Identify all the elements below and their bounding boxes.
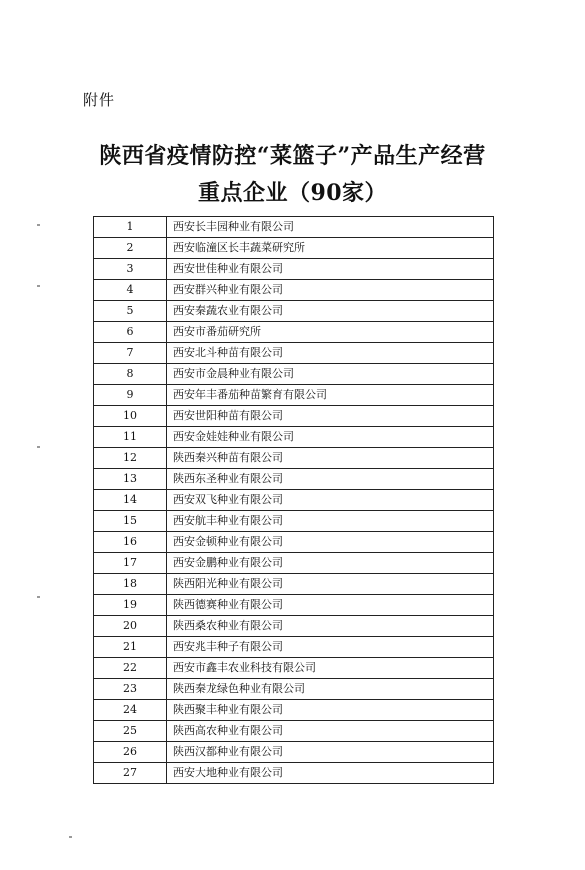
enterprise-name-cell: 西安年丰番茄种苗繁育有限公司 [167, 385, 494, 406]
row-number-cell: 22 [94, 658, 167, 679]
enterprise-name-cell: 西安北斗种苗有限公司 [167, 343, 494, 364]
enterprise-name-cell: 西安双飞种业有限公司 [167, 490, 494, 511]
row-number-cell: 18 [94, 574, 167, 595]
enterprise-name-cell: 西安金鹏种业有限公司 [167, 553, 494, 574]
table-row [94, 700, 494, 721]
enterprise-name-cell: 西安航丰种业有限公司 [167, 511, 494, 532]
row-number-cell: 16 [94, 532, 167, 553]
row-number-cell: 20 [94, 616, 167, 637]
row-number-cell: 6 [94, 322, 167, 343]
row-number-cell: 7 [94, 343, 167, 364]
table-row [94, 742, 494, 763]
table-row [94, 595, 494, 616]
table-row [94, 406, 494, 427]
enterprise-name-cell: 陕西东圣种业有限公司 [167, 469, 494, 490]
row-number-cell: 2 [94, 238, 167, 259]
table-row [94, 385, 494, 406]
scan-speck [37, 285, 40, 287]
attachment-label: 附件 [83, 91, 116, 109]
table-row [94, 658, 494, 679]
table-row [94, 427, 494, 448]
enterprise-table-body [94, 217, 494, 784]
table-row [94, 301, 494, 322]
row-number-cell: 1 [94, 217, 167, 238]
row-number-cell: 4 [94, 280, 167, 301]
row-number-cell: 17 [94, 553, 167, 574]
enterprise-name-cell: 西安世阳种苗有限公司 [167, 406, 494, 427]
table-row [94, 217, 494, 238]
table-row [94, 469, 494, 490]
table-row [94, 448, 494, 469]
table-row [94, 637, 494, 658]
row-number-cell: 3 [94, 259, 167, 280]
enterprise-name-cell: 西安长丰园种业有限公司 [167, 217, 494, 238]
enterprise-name-cell: 陕西汉都种业有限公司 [167, 742, 494, 763]
row-number-cell: 13 [94, 469, 167, 490]
table-row [94, 763, 494, 784]
row-number-cell: 11 [94, 427, 167, 448]
table-row [94, 280, 494, 301]
row-number-cell: 9 [94, 385, 167, 406]
enterprise-name-cell: 陕西高农种业有限公司 [167, 721, 494, 742]
enterprise-name-cell: 西安市鑫丰农业科技有限公司 [167, 658, 494, 679]
table-row [94, 511, 494, 532]
enterprise-table [93, 216, 494, 784]
enterprise-name-cell: 陕西阳光种业有限公司 [167, 574, 494, 595]
row-number-cell: 15 [94, 511, 167, 532]
enterprise-name-cell: 西安市金晨种业有限公司 [167, 364, 494, 385]
table-row [94, 259, 494, 280]
enterprise-name-cell: 西安临潼区长丰蔬菜研究所 [167, 238, 494, 259]
table-row [94, 238, 494, 259]
table-row [94, 322, 494, 343]
row-number-cell: 12 [94, 448, 167, 469]
table-row [94, 574, 494, 595]
enterprise-name-cell: 陕西德赛种业有限公司 [167, 595, 494, 616]
row-number-cell: 21 [94, 637, 167, 658]
scan-speck [37, 224, 40, 226]
table-row [94, 553, 494, 574]
table-row [94, 616, 494, 637]
enterprise-name-cell: 西安兆丰种子有限公司 [167, 637, 494, 658]
document-title-line-1: 陕西省疫情防控“菜篮子”产品生产经营 [99, 143, 486, 169]
document-title-line-2: 重点企业（90家） [197, 180, 388, 206]
enterprise-name-cell: 西安秦蔬农业有限公司 [167, 301, 494, 322]
enterprise-name-cell: 陕西秦龙绿色种业有限公司 [167, 679, 494, 700]
enterprise-name-cell: 西安市番茄研究所 [167, 322, 494, 343]
table-row [94, 532, 494, 553]
row-number-cell: 25 [94, 721, 167, 742]
table-row [94, 490, 494, 511]
row-number-cell: 23 [94, 679, 167, 700]
table-row [94, 364, 494, 385]
table-row [94, 679, 494, 700]
table-row [94, 721, 494, 742]
row-number-cell: 10 [94, 406, 167, 427]
row-number-cell: 8 [94, 364, 167, 385]
enterprise-name-cell: 西安大地种业有限公司 [167, 763, 494, 784]
enterprise-name-cell: 西安金顿种业有限公司 [167, 532, 494, 553]
row-number-cell: 5 [94, 301, 167, 322]
row-number-cell: 27 [94, 763, 167, 784]
enterprise-name-cell: 西安世佳种业有限公司 [167, 259, 494, 280]
enterprise-name-cell: 西安金娃娃种业有限公司 [167, 427, 494, 448]
enterprise-name-cell: 西安群兴种业有限公司 [167, 280, 494, 301]
table-row [94, 343, 494, 364]
scan-speck [37, 596, 40, 598]
row-number-cell: 14 [94, 490, 167, 511]
scan-speck [69, 836, 72, 838]
row-number-cell: 26 [94, 742, 167, 763]
enterprise-name-cell: 陕西桑农种业有限公司 [167, 616, 494, 637]
scan-speck [37, 446, 40, 448]
enterprise-name-cell: 陕西秦兴种苗有限公司 [167, 448, 494, 469]
enterprise-name-cell: 陕西聚丰种业有限公司 [167, 700, 494, 721]
row-number-cell: 19 [94, 595, 167, 616]
row-number-cell: 24 [94, 700, 167, 721]
